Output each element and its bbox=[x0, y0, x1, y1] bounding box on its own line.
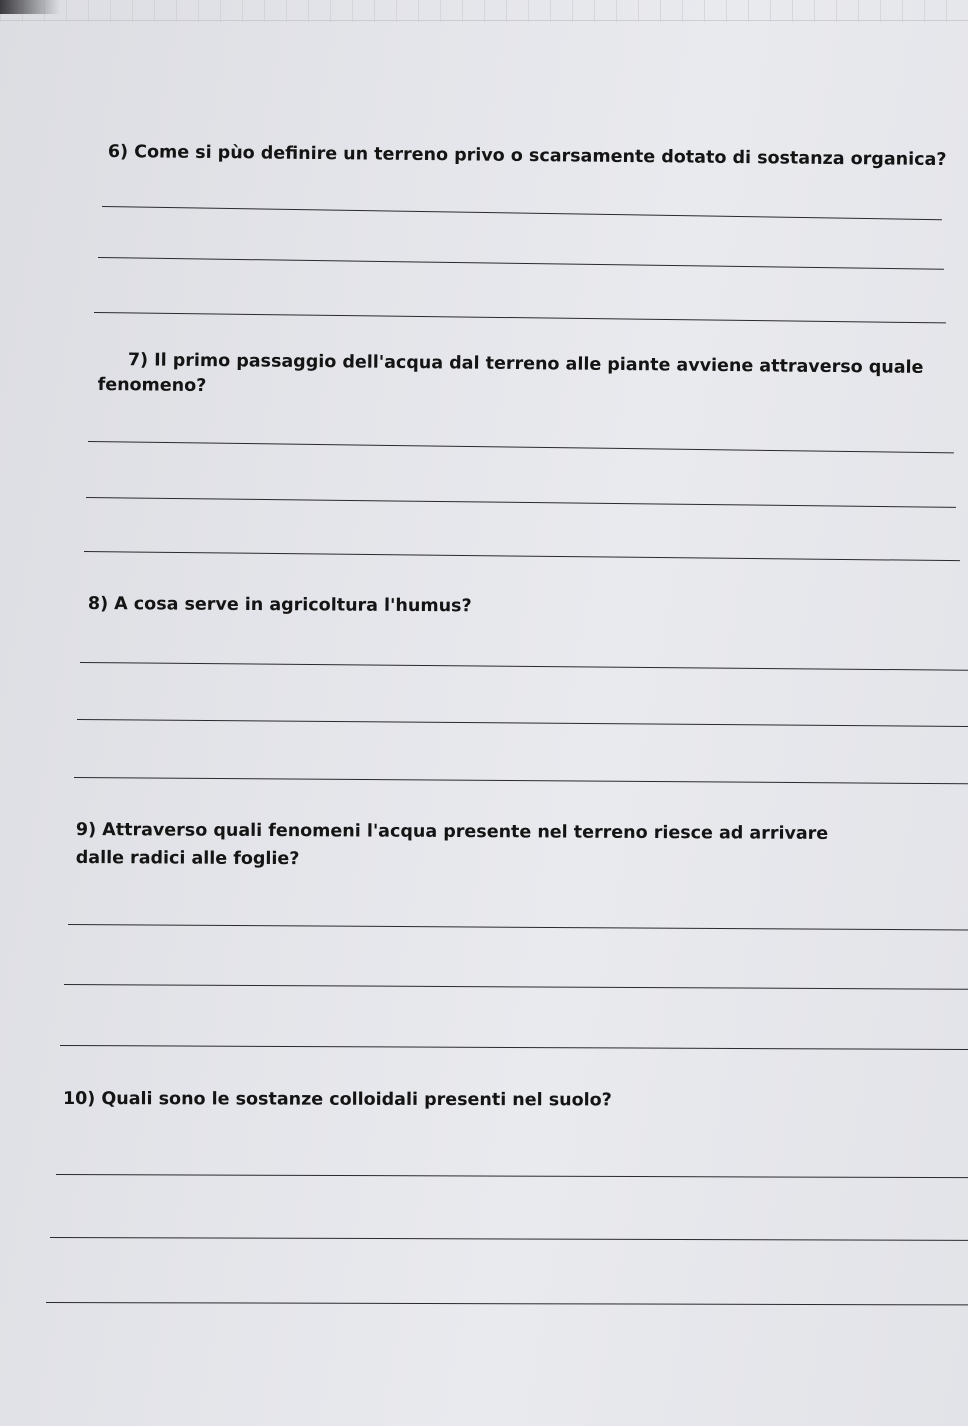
answer-line-q8-2 bbox=[77, 719, 968, 727]
question-6-line-1: 6) Come si pùo definire un terreno privo o scarsamente dotato di sostanza organica? bbox=[107, 141, 947, 171]
question-8-line-1: 8) A cosa serve in agricoltura l'humus? bbox=[87, 593, 472, 617]
question-9-line-1: 9) Attraverso quali fenomeni l'acqua presente nel terreno riesce ad arrivare bbox=[75, 820, 829, 844]
photo-corner-shadow bbox=[0, 0, 60, 14]
answer-line-q10-2 bbox=[50, 1237, 968, 1241]
answer-line-q8-3 bbox=[74, 777, 968, 784]
question-8 bbox=[88, 592, 472, 619]
answer-line-q7-2 bbox=[86, 497, 956, 508]
answer-line-q9-3 bbox=[60, 1045, 968, 1050]
answer-line-q6-2 bbox=[98, 257, 944, 270]
question-6 bbox=[108, 140, 947, 173]
question-10 bbox=[63, 1087, 612, 1113]
answer-line-q10-3 bbox=[46, 1302, 968, 1305]
question-9 bbox=[76, 818, 829, 875]
question-9-line-2: dalle radici alle foglie? bbox=[75, 847, 300, 870]
answer-line-q9-1 bbox=[68, 924, 968, 930]
answer-line-q10-1 bbox=[56, 1174, 968, 1178]
answer-line-q7-1 bbox=[88, 441, 954, 453]
answer-line-q6-3 bbox=[94, 312, 946, 323]
question-7-line-1: 7) Il primo passaggio dell'acqua dal terreno alle piante avviene attraverso quale bbox=[127, 350, 924, 378]
answer-line-q6-1 bbox=[102, 206, 942, 220]
answer-line-q9-2 bbox=[64, 984, 968, 990]
previous-page-grid-edge bbox=[0, 0, 968, 22]
question-7 bbox=[98, 348, 924, 406]
answer-line-q7-3 bbox=[84, 551, 960, 561]
question-7-line-2: fenomeno? bbox=[97, 374, 207, 397]
question-10-line-1: 10) Quali sono le sostanze colloidali presenti nel suolo? bbox=[62, 1089, 612, 1111]
answer-line-q8-1 bbox=[80, 662, 968, 671]
